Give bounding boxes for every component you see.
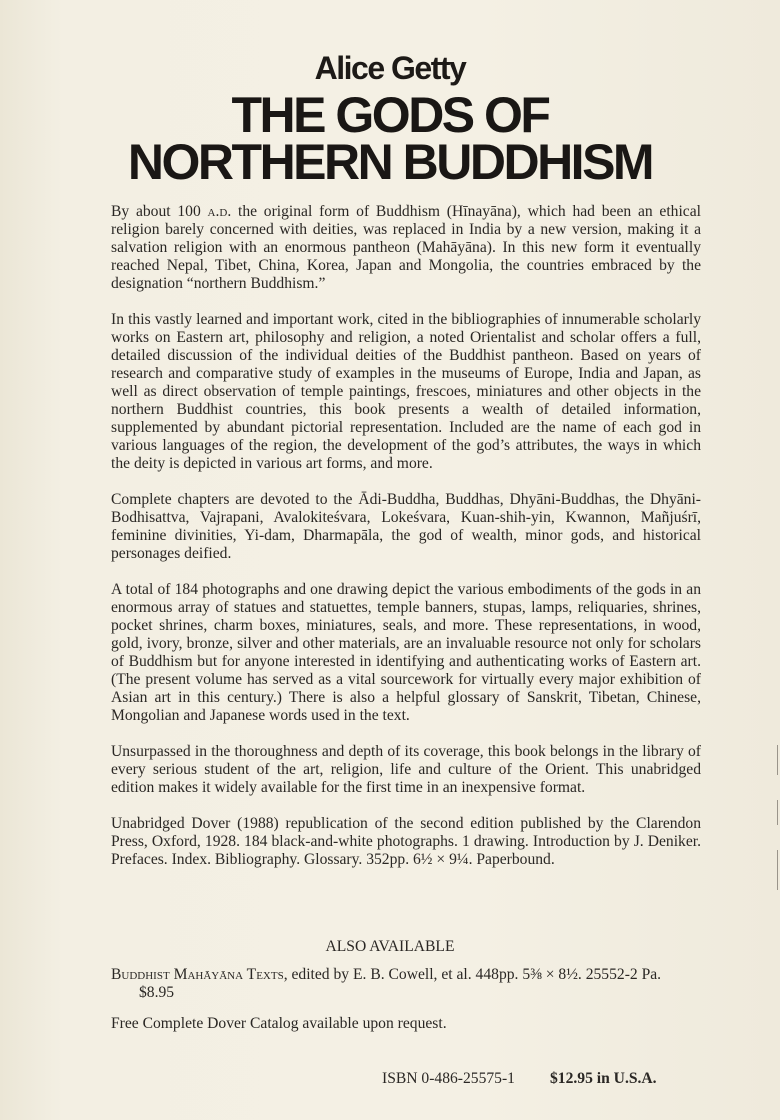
book-title-line-2: NORTHERN BUDDHISM (127, 134, 653, 190)
catalog-note: Free Complete Dover Catalog available upon request. (111, 1015, 447, 1032)
edge-mark (777, 800, 778, 825)
also-available-heading: ALSO AVAILABLE (325, 938, 455, 955)
author-name: Alice Getty (314, 50, 466, 86)
edge-mark (777, 850, 778, 890)
isbn: ISBN 0-486-25575-1 (382, 1070, 515, 1087)
paragraph-photographs: A total of 184 photographs and one drawing depict the various embodiments of the gods in an enormous array of statues and statuettes, temple banners, stupas, lamps, reliquaries, shrines, pocket shrines, charm boxes, miniatures, seals, and more. These representations, in wood, gold, ivory, bronze, silver and other materials, are an invaluable resource not only for scholars of Buddhism but for anyone interested in identifying and authenticating works of Eastern art. (The present volume has served as a vital sourcework for virtually every major exhibition of Asian art in this century.) There is also a helpful glossary of Sanskrit, Tibetan, Chinese, Mongolian and Japanese words used in the text. (111, 581, 701, 724)
also-book-details: , edited by E. B. Cowell, et al. 448pp. 5⅜ × 8½. 25552-2 Pa. (283, 966, 662, 983)
book-title-line-1: THE GODS OF (231, 87, 549, 143)
also-book-title: Buddhist Mahāyāna Texts (111, 966, 284, 983)
paragraph-intro (111, 203, 701, 293)
paragraph-chapters: Complete chapters are devoted to the Ādi-Buddha, Buddhas, Dhyāni-Buddhas, the Dhyāni-Bodhisattva, Vajrapani, Avalokiteśvara, Lokeśvara, Kuan-shih-yin, Kwannon, Mañjuśrī, feminine divinities, Yi-dam, Dharmapāla, the god of wealth, minor gods, and historical personages deified. (111, 491, 701, 562)
paragraph-coverage: Unsurpassed in the thoroughness and depth of its coverage, this book belongs in the library of every serious student of the art, religion, life and culture of the Orient. This unabridged edition makes it widely available for the first time in an inexpensive format. (111, 743, 701, 796)
paragraph-work: In this vastly learned and important work, cited in the bibliographies of innumerable scholarly works on Eastern art, philosophy and religion, a noted Orientalist and scholar offers a full, detailed discussion of the individual deities of the Buddhist pantheon. Based on years of research and comparative study of examples in the museums of Europe, India and Japan, as well as direct observation of temple paintings, frescoes, miniatures and other objects in the northern Buddhist countries, this book presents a wealth of detailed information, supplemented by abundant pictorial representation. Included are the name of each god in various languages of the region, the development of the god’s attributes, the ways in which the deity is depicted in various art forms, and more. (111, 311, 701, 472)
edge-mark (777, 745, 778, 775)
cover-price: $12.95 in U.S.A. (550, 1070, 657, 1087)
description-body (111, 203, 701, 887)
paragraph-edition: Unabridged Dover (1988) republication of the second edition published by the Clarendon Press, Oxford, 1928. 184 black-and-white photographs. 1 drawing. Introduction by J. Deniker. Prefaces. Index. Bibliography. Glossary. 352pp. 6½ × 9¼. Paperbound. (111, 815, 701, 868)
era-abbreviation: a.d. (207, 203, 232, 220)
also-available-book (111, 966, 701, 1002)
also-book-price: $8.95 (139, 984, 175, 1001)
book-title (0, 87, 780, 190)
paragraph-intro-rest: the original form of Buddhism (Hīnayāna), which had been an ethical religion barely concerned with deities, was replaced in India by a new version, making it a salvation religion with an enormous pantheon (Mahāyāna). In this new form it eventually reached Nepal, Tibet, China, Korea, Japan and Mongolia, the countries embraced by the designation “northern Buddhism.” (111, 203, 701, 292)
paragraph-intro-start: By about 100 (111, 203, 208, 220)
